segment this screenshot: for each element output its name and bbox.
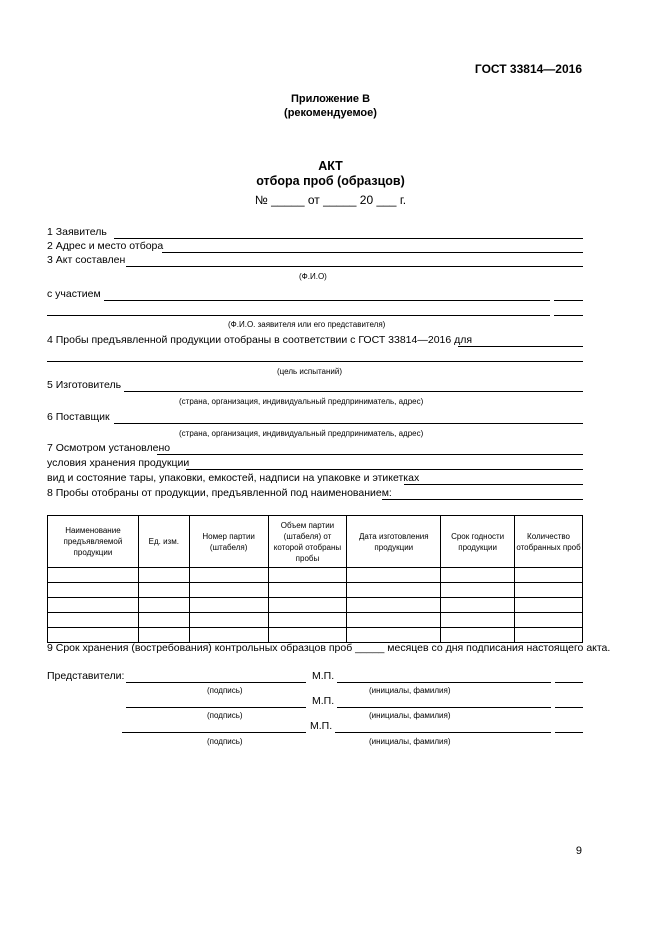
- samples-table: [47, 515, 583, 643]
- act-title: АКТ: [318, 159, 343, 173]
- name-line-1: [337, 682, 551, 683]
- sign-hint-3: (подпись): [207, 737, 243, 746]
- applicant-label: 1 Заявитель: [47, 226, 107, 238]
- applicant-line: [114, 238, 583, 239]
- sign-hint-2: (подпись): [207, 711, 243, 720]
- table-row: [48, 568, 583, 583]
- packaging-line: [404, 484, 583, 485]
- supplier-label: 6 Поставщик: [47, 411, 110, 423]
- appendix-subtitle: (рекомендуемое): [284, 107, 377, 119]
- manufacturer-label: 5 Изготовитель: [47, 379, 122, 391]
- sign-hint-1: (подпись): [207, 686, 243, 695]
- name-line-3-end: [555, 732, 583, 733]
- stamp-label-2: М.П.: [312, 695, 335, 707]
- representatives-label: Представители:: [47, 670, 125, 682]
- stamp-label-1: М.П.: [312, 670, 335, 682]
- signature-line-1: [126, 682, 306, 683]
- name-hint-3: (инициалы, фамилия): [369, 737, 451, 746]
- supplier-hint: (страна, организация, индивидуальный предприниматель, адрес): [179, 429, 424, 438]
- storage-term-text: 9 Срок хранения (востребования) контрольных образцов проб _____ месяцев со дня подписания настоящего акта.: [47, 642, 611, 654]
- appendix-title: Приложение В: [290, 93, 371, 105]
- fio-rep-hint: (Ф.И.О. заявителя или его представителя): [228, 320, 386, 329]
- act-heading: [0, 159, 661, 189]
- inspection-label: 7 Осмотром установлено: [47, 442, 171, 454]
- name-line-1-end: [555, 682, 583, 683]
- document-code: ГОСТ 33814—2016: [474, 62, 582, 76]
- participation-line-end: [554, 300, 583, 301]
- col-batch-number: Номер партии (штабеля): [189, 516, 268, 568]
- samples-line-2: [47, 361, 583, 362]
- address-label: 2 Адрес и место отбора: [47, 240, 164, 252]
- table-row: [48, 613, 583, 628]
- page-number: 9: [575, 845, 582, 857]
- act-subtitle: отбора проб (образцов): [256, 174, 405, 188]
- table-row: [48, 628, 583, 643]
- act-number-line: № _____ от _____ 20 ___ г.: [254, 193, 407, 207]
- participation-line-2: [47, 315, 550, 316]
- table-header-row: [48, 516, 583, 568]
- name-line-2-end: [555, 707, 583, 708]
- appendix-heading: [0, 92, 661, 120]
- participation-label: с участием: [47, 288, 101, 300]
- name-hint-2: (инициалы, фамилия): [369, 711, 451, 720]
- supplier-line: [114, 423, 583, 424]
- signature-line-2: [126, 707, 306, 708]
- packaging-label: вид и состояние тары, упаковки, емкостей, надписи на упаковке и этикетках: [47, 472, 420, 484]
- samples-line: [458, 346, 583, 347]
- storage-label: условия хранения продукции: [47, 457, 190, 469]
- table-row: [48, 598, 583, 613]
- table-row: [48, 583, 583, 598]
- signature-line-3: [122, 732, 306, 733]
- taken-from-line: [382, 499, 583, 500]
- inspection-line: [157, 454, 583, 455]
- name-hint-1: (инициалы, фамилия): [369, 686, 451, 695]
- col-product-name: Наименование предъявляемой продукции: [48, 516, 139, 568]
- col-unit: Ед. изм.: [138, 516, 189, 568]
- storage-line: [186, 469, 583, 470]
- manufacturer-line: [124, 391, 583, 392]
- purpose-hint: (цель испытаний): [277, 367, 342, 376]
- samples-label: 4 Пробы предъявленной продукции отобраны в соответствии с ГОСТ 33814—2016 для: [47, 334, 473, 346]
- participation-line-2-end: [554, 315, 583, 316]
- col-manufacture-date: Дата изготовления продукции: [347, 516, 441, 568]
- col-shelf-life: Срок годности продукции: [441, 516, 515, 568]
- taken-from-label: 8 Пробы отобраны от продукции, предъявленной под наименованием:: [47, 487, 392, 499]
- compiled-line: [126, 266, 583, 267]
- col-sample-count: Количество отобранных проб: [515, 516, 583, 568]
- fio-hint: (Ф.И.О): [299, 272, 327, 281]
- compiled-label: 3 Акт составлен: [47, 254, 126, 266]
- name-line-3: [335, 732, 551, 733]
- participation-line: [104, 300, 550, 301]
- address-line: [162, 252, 583, 253]
- manufacturer-hint: (страна, организация, индивидуальный предприниматель, адрес): [179, 397, 424, 406]
- name-line-2: [337, 707, 551, 708]
- col-batch-volume: Объем партии (штабеля) от которой отобраны пробы: [268, 516, 347, 568]
- stamp-label-3: М.П.: [310, 720, 333, 732]
